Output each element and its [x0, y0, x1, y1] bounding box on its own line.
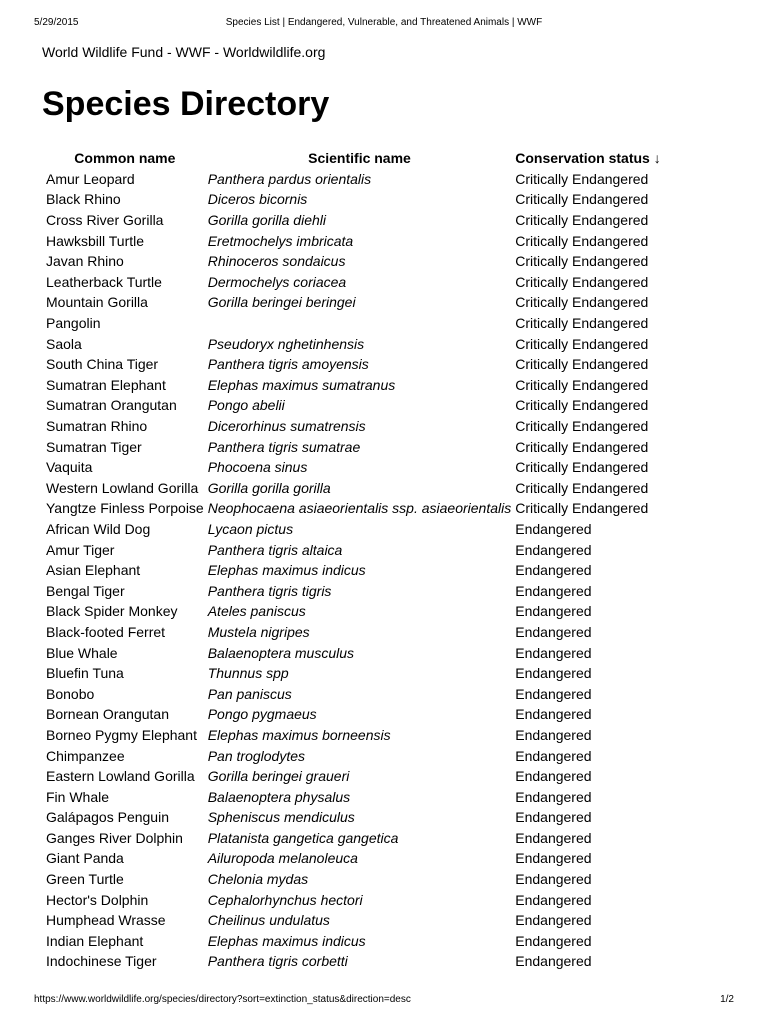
table-row	[42, 931, 681, 952]
common-name-cell[interactable]: Pangolin	[46, 315, 101, 332]
scientific-name-cell: Neophocaena asiaeorientalis ssp. asiaeorientalis	[207, 500, 512, 517]
conservation-status-cell: Endangered	[515, 788, 592, 805]
common-name-cell[interactable]: Galápagos Penguin	[46, 809, 169, 826]
conservation-status-cell: Endangered	[515, 726, 592, 743]
table-row	[42, 663, 681, 684]
scientific-name-cell: Balaenoptera physalus	[207, 788, 351, 805]
scientific-name-cell: Gorilla beringei beringei	[207, 294, 356, 311]
common-name-cell[interactable]: Bengal Tiger	[46, 582, 125, 599]
table-row	[42, 622, 681, 643]
common-name-cell[interactable]: Amur Leopard	[46, 170, 135, 187]
table-row	[42, 869, 681, 890]
table-row	[42, 375, 681, 396]
scientific-name-cell: Mustela nigripes	[207, 623, 310, 640]
common-name-cell[interactable]: Vaquita	[46, 459, 93, 476]
conservation-status-cell: Endangered	[515, 809, 592, 826]
scientific-name-cell: Elephas maximus sumatranus	[207, 376, 396, 393]
site-name: World Wildlife Fund - WWF - Worldwildlife.org	[42, 44, 326, 60]
conservation-status-cell: Critically Endangered	[515, 335, 649, 352]
scientific-name-cell: Pan paniscus	[207, 685, 292, 702]
conservation-status-cell: Endangered	[515, 912, 592, 929]
conservation-status-cell: Endangered	[515, 706, 592, 723]
scientific-name-cell: Panthera tigris amoyensis	[207, 356, 369, 373]
conservation-status-cell: Endangered	[515, 541, 592, 558]
scientific-name-cell: Eretmochelys imbricata	[207, 232, 354, 249]
conservation-status-cell: Endangered	[515, 891, 592, 908]
species-table-body	[42, 169, 681, 972]
scientific-name-cell: Panthera tigris altaica	[207, 541, 343, 558]
table-row	[42, 354, 681, 375]
scientific-name-cell: Ateles paniscus	[207, 603, 306, 620]
scientific-name-cell: Platanista gangetica gangetica	[207, 829, 399, 846]
scientific-name-cell	[204, 313, 512, 334]
conservation-status-cell: Endangered	[515, 644, 592, 661]
table-row	[42, 580, 681, 601]
common-name-cell[interactable]: Sumatran Elephant	[46, 376, 166, 393]
table-row	[42, 333, 681, 354]
scientific-name-cell: Dicerorhinus sumatrensis	[207, 418, 366, 435]
common-name-cell[interactable]: Western Lowland Gorilla	[46, 479, 199, 496]
scientific-name-cell: Gorilla beringei graueri	[207, 768, 350, 785]
conservation-status-cell: Endangered	[515, 953, 592, 970]
common-name-cell[interactable]: Javan Rhino	[46, 253, 124, 270]
common-name-cell[interactable]: Sumatran Rhino	[46, 418, 148, 435]
table-row	[42, 292, 681, 313]
scientific-name-cell: Gorilla gorilla diehli	[207, 212, 326, 229]
scientific-name-cell: Pongo abelii	[207, 397, 285, 414]
species-table	[42, 148, 681, 972]
conservation-status-cell: Critically Endangered	[515, 191, 649, 208]
conservation-status-cell: Critically Endangered	[515, 459, 649, 476]
common-name-cell[interactable]: Yangtze Finless Porpoise	[46, 500, 204, 517]
common-name-cell[interactable]: Leatherback Turtle	[46, 273, 162, 290]
scientific-name-cell: Chelonia mydas	[207, 871, 309, 888]
common-name-cell[interactable]: Saola	[46, 335, 82, 352]
print-page-title: Species List | Endangered, Vulnerable, and Threatened Animals | WWF	[225, 17, 543, 28]
table-header-row	[42, 148, 681, 169]
scientific-name-cell: Elephas maximus indicus	[207, 932, 366, 949]
table-row	[42, 807, 681, 828]
page-number: 1/2	[720, 994, 734, 1005]
scientific-name-cell: Panthera tigris tigris	[207, 582, 332, 599]
table-row	[42, 745, 681, 766]
scientific-name-cell: Spheniscus mendiculus	[207, 809, 355, 826]
table-row	[42, 704, 681, 725]
table-row	[42, 436, 681, 457]
table-row	[42, 230, 681, 251]
scientific-name-cell: Pongo pygmaeus	[207, 706, 317, 723]
conservation-status-cell: Critically Endangered	[515, 212, 649, 229]
conservation-status-cell: Critically Endangered	[515, 376, 649, 393]
conservation-status-cell: Critically Endangered	[515, 273, 649, 290]
table-row	[42, 498, 681, 519]
scientific-name-cell: Elephas maximus indicus	[207, 562, 366, 579]
table-row	[42, 169, 681, 190]
common-name-cell[interactable]: Black Spider Monkey	[46, 603, 178, 620]
common-name-cell[interactable]: Sumatran Orangutan	[46, 397, 177, 414]
common-name-cell[interactable]: Giant Panda	[46, 850, 124, 867]
conservation-status-cell: Endangered	[515, 685, 592, 702]
table-row	[42, 457, 681, 478]
table-row	[42, 272, 681, 293]
conservation-status-cell: Critically Endangered	[515, 315, 649, 332]
scientific-name-cell: Pan troglodytes	[207, 747, 306, 764]
table-row	[42, 683, 681, 704]
common-name-cell[interactable]: Mountain Gorilla	[46, 294, 148, 311]
conservation-status-cell: Critically Endangered	[515, 253, 649, 270]
common-name-cell[interactable]: Chimpanzee	[46, 747, 125, 764]
conservation-status-cell: Critically Endangered	[515, 294, 649, 311]
conservation-status-cell: Endangered	[515, 665, 592, 682]
common-name-cell[interactable]: Eastern Lowland Gorilla	[46, 768, 195, 785]
common-name-cell[interactable]: Hector's Dolphin	[46, 891, 149, 908]
scientific-name-cell: Phocoena sinus	[207, 459, 308, 476]
conservation-status-cell: Critically Endangered	[515, 418, 649, 435]
table-row	[42, 395, 681, 416]
table-row	[42, 642, 681, 663]
scientific-name-cell: Ailuropoda melanoleuca	[207, 850, 358, 867]
common-name-cell[interactable]: Asian Elephant	[46, 562, 141, 579]
scientific-name-cell: Elephas maximus borneensis	[207, 726, 391, 743]
common-name-cell[interactable]: Ganges River Dolphin	[46, 829, 183, 846]
conservation-status-cell: Endangered	[515, 747, 592, 764]
table-row	[42, 478, 681, 499]
scientific-name-cell: Lycaon pictus	[207, 520, 294, 537]
table-row	[42, 910, 681, 931]
scientific-name-cell: Pseudoryx nghetinhensis	[207, 335, 365, 352]
scientific-name-header[interactable]: Scientific name	[308, 150, 411, 167]
table-row	[42, 519, 681, 540]
conservation-status-cell: Critically Endangered	[515, 356, 649, 373]
common-name-cell[interactable]: Borneo Pygmy Elephant	[46, 726, 197, 743]
conservation-status-cell: Endangered	[515, 623, 592, 640]
scientific-name-cell: Panthera pardus orientalis	[207, 170, 372, 187]
conservation-status-cell: Endangered	[515, 932, 592, 949]
common-name-cell[interactable]: Humphead Wrasse	[46, 912, 166, 929]
common-name-cell[interactable]: Indochinese Tiger	[46, 953, 157, 970]
conservation-status-cell: Critically Endangered	[515, 500, 649, 517]
print-footer	[34, 993, 734, 1007]
print-header	[34, 16, 734, 30]
conservation-status-cell: Critically Endangered	[515, 438, 649, 455]
print-url: https://www.worldwildlife.org/species/directory?sort=extinction_status&direction=desc	[34, 994, 411, 1005]
scientific-name-cell: Panthera tigris corbetti	[207, 953, 348, 970]
common-name-cell[interactable]: Black Rhino	[46, 191, 121, 208]
common-name-cell[interactable]: Amur Tiger	[46, 541, 115, 558]
common-name-cell[interactable]: Cross River Gorilla	[46, 212, 164, 229]
scientific-name-cell: Gorilla gorilla gorilla	[207, 479, 331, 496]
scientific-name-cell: Cephalorhynchus hectori	[207, 891, 363, 908]
conservation-status-cell: Critically Endangered	[515, 397, 649, 414]
print-date: 5/29/2015	[34, 17, 79, 28]
conservation-status-cell: Critically Endangered	[515, 232, 649, 249]
table-row	[42, 786, 681, 807]
conservation-status-cell: Endangered	[515, 850, 592, 867]
table-row	[42, 951, 681, 972]
common-name-cell[interactable]: Sumatran Tiger	[46, 438, 142, 455]
conservation-status-header[interactable]: Conservation status ↓	[515, 150, 661, 167]
scientific-name-cell: Thunnus spp	[207, 665, 289, 682]
common-name-cell[interactable]: Hawksbill Turtle	[46, 232, 145, 249]
common-name-cell[interactable]: Fin Whale	[46, 788, 110, 805]
conservation-status-cell: Critically Endangered	[515, 479, 649, 496]
common-name-cell[interactable]: Black-footed Ferret	[46, 623, 166, 640]
conservation-status-cell: Endangered	[515, 871, 592, 888]
table-row	[42, 313, 681, 334]
common-name-cell[interactable]: South China Tiger	[46, 356, 159, 373]
scientific-name-cell: Diceros bicornis	[207, 191, 308, 208]
common-name-cell[interactable]: African Wild Dog	[46, 520, 151, 537]
scientific-name-cell: Dermochelys coriacea	[207, 273, 347, 290]
common-name-cell[interactable]: Green Turtle	[46, 871, 124, 888]
common-name-cell[interactable]: Bluefin Tuna	[46, 665, 124, 682]
scientific-name-cell: Panthera tigris sumatrae	[207, 438, 361, 455]
conservation-status-cell: Endangered	[515, 603, 592, 620]
common-name-cell[interactable]: Bornean Orangutan	[46, 706, 169, 723]
table-row	[42, 828, 681, 849]
scientific-name-cell: Cheilinus undulatus	[207, 912, 330, 929]
table-row	[42, 251, 681, 272]
table-row	[42, 416, 681, 437]
conservation-status-cell: Endangered	[515, 582, 592, 599]
scientific-name-cell: Rhinoceros sondaicus	[207, 253, 346, 270]
table-row	[42, 189, 681, 210]
common-name-cell[interactable]: Bonobo	[46, 685, 95, 702]
table-row	[42, 725, 681, 746]
table-row	[42, 766, 681, 787]
conservation-status-cell: Endangered	[515, 520, 592, 537]
scientific-name-cell: Balaenoptera musculus	[207, 644, 355, 661]
common-name-cell[interactable]: Indian Elephant	[46, 932, 144, 949]
table-row	[42, 889, 681, 910]
common-name-header[interactable]: Common name	[74, 150, 176, 167]
conservation-status-cell: Endangered	[515, 829, 592, 846]
conservation-status-cell: Endangered	[515, 768, 592, 785]
table-row	[42, 210, 681, 231]
table-row	[42, 539, 681, 560]
table-row	[42, 848, 681, 869]
table-row	[42, 560, 681, 581]
page-title: Species Directory	[42, 85, 330, 123]
table-row	[42, 601, 681, 622]
conservation-status-cell: Critically Endangered	[515, 170, 649, 187]
conservation-status-cell: Endangered	[515, 562, 592, 579]
common-name-cell[interactable]: Blue Whale	[46, 644, 118, 661]
